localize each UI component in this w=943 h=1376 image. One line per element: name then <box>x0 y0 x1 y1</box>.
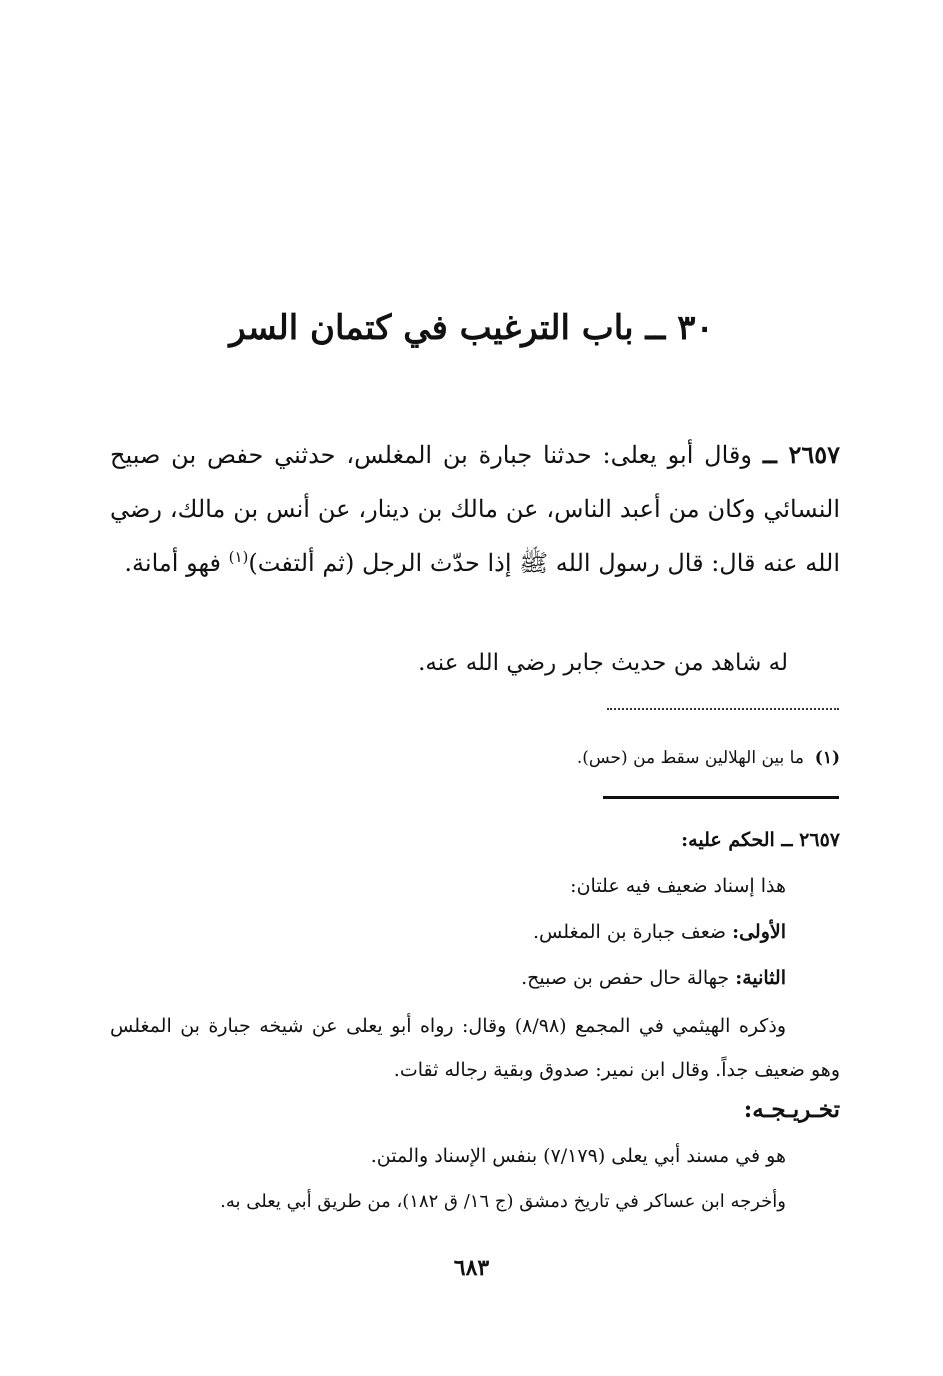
dotted-separator <box>607 708 839 710</box>
takhrij-heading: تخـريـجـه: <box>743 1096 840 1123</box>
supporting-narration: له شاهد من حديث جابر رضي الله عنه. <box>418 650 788 676</box>
second-defect <box>110 958 786 998</box>
footnote-marker: (١) <box>814 748 840 768</box>
chapter-title: ٣٠ ــ باب الترغيب في كتمان السر <box>229 308 714 348</box>
takhrij-line-2: وأخرجه ابن عساكر في تاريخ دمشق (ج ١٦/ ق ١٨٢)، من طريق أبي يعلى به. <box>220 1191 786 1212</box>
hadith-text <box>110 428 840 590</box>
second-defect-text: جهالة حال حفص بن صبيح. <box>521 967 736 989</box>
footnote-reference: (١) <box>228 548 249 566</box>
ruling-heading: ٢٦٥٧ ــ الحكم عليه: <box>681 829 840 851</box>
section-separator <box>603 796 839 799</box>
hadith-number: ٢٦٥٧ ــ <box>762 440 840 469</box>
first-defect-label: الأولى: <box>732 921 786 943</box>
first-defect-text: ضعف جبارة بن المغلس. <box>533 921 733 943</box>
takhrij-line-1: هو في مسند أبي يعلى (٧/١٧٩) بنفس الإسناد والمتن. <box>370 1145 786 1167</box>
first-defect <box>110 912 786 952</box>
footnote-1 <box>110 740 840 776</box>
second-defect-label: الثانية: <box>735 967 786 989</box>
ruling-intro: هذا إسناد ضعيف فيه علتان: <box>570 875 786 897</box>
hadith-body: وقال أبو يعلى: حدثنا جبارة بن المغلس، حدثني حفص بن صبيح النسائي وكان من أعبد الناس، عن مالك بن دينار، عن أنس بن مالك، رضي الله عنه قال: قال رسول الله ﷺ إذا حدّث الرجل (ثم ألتفت) <box>110 441 840 577</box>
hadith-ending: فهو أمانة. <box>124 549 229 577</box>
haythami-citation: وذكره الهيثمي في المجمع (٨/٩٨) وقال: رواه أبو يعلى عن شيخه جبارة بن المغلس وهو ضعيف جداً. وقال ابن نمير: صدوق وبقية رجاله ثقات. <box>110 1015 840 1081</box>
page-number: ٦٨٣ <box>453 1255 490 1281</box>
footnote-text: ما بين الهلالين سقط من (حس). <box>576 748 804 768</box>
